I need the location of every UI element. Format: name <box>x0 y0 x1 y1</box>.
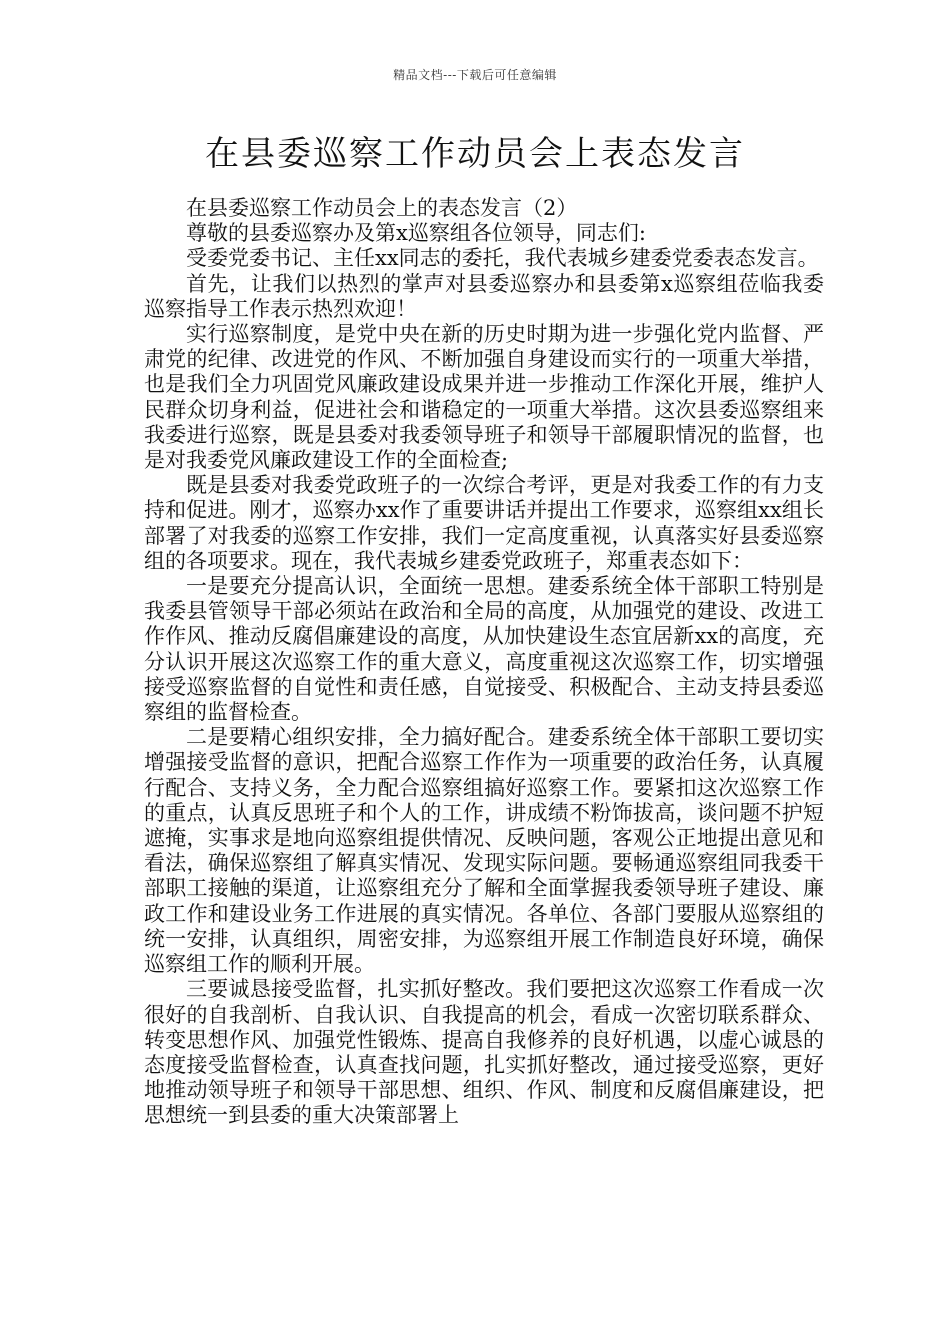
paragraph: 实行巡察制度，是党中央在新的历史时期为进一步强化党内监督、严肃党的纪律、改进党的作风、不断加强自身建设而实行的一项重大举措，也是我们全力巩固党风廉政建设成果并进一步推动工作深化开展，维护人民群众切身利益，促进社会和谐稳定的一项重大举措。这次县委巡察组来我委进行巡察，既是县委对我委领导班子和领导干部履职情况的监督，也是对我委党风廉政建设工作的全面检查; <box>144 322 824 473</box>
document-title: 在县委巡察工作动员会上表态发言 <box>205 134 745 174</box>
page-header-note: 精品文档---下载后可任意编辑 <box>393 68 557 82</box>
paragraph-salutation: 尊敬的县委巡察办及第x巡察组各位领导，同志们: <box>186 221 646 246</box>
paragraph: 首先，让我们以热烈的掌声对县委巡察办和县委第x巡察组莅临我委巡察指导工作表示热烈欢迎！ <box>144 271 824 321</box>
paragraph: 二是要精心组织安排，全力搞好配合。建委系统全体干部职工要切实增强接受监督的意识，把配合巡察工作作为一项重要的政治任务，认真履行配合、支持义务，全力配合巡察组搞好巡察工作。要紧扣这次巡察工作的重点，认真反思班子和个人的工作，讲成绩不粉饰拔高，谈问题不护短遮掩，实事求是地向巡察组提供情况、反映问题，客观公正地提出意见和看法，确保巡察组了解真实情况、发现实际问题。要畅通巡察组同我委干部职工接触的渠道，让巡察组充分了解和全面掌握我委领导班子建设、廉政工作和建设业务工作进展的真实情况。各单位、各部门要服从巡察组的统一安排，认真组织，周密安排，为巡察组开展工作制造良好环境，确保巡察组工作的顺利开展。 <box>144 725 824 977</box>
paragraph: 既是县委对我委党政班子的一次综合考评，更是对我委工作的有力支持和促进。刚才，巡察办xx作了重要讲话并提出工作要求，巡察组xx组长部署了对我委的巡察工作安排，我们一定高度重视，认真落实好县委巡察组的各项要求。现在，我代表城乡建委党政班子，郑重表态如下： <box>144 473 824 573</box>
paragraph-subtitle: 在县委巡察工作动员会上的表态发言（2） <box>186 196 578 220</box>
document-body <box>144 196 824 1129</box>
paragraph: 三要诚恳接受监督，扎实抓好整改。我们要把这次巡察工作看成一次很好的自我剖析、自我认识、自我提高的机会，看成一次密切联系群众、转变思想作风、加强党性锻炼、提高自我修养的良好机遇，以虚心诚恳的态度接受监督检查，认真查找问题，扎实抓好整改，通过接受巡察，更好地推动领导班子和领导干部思想、组织、作风、制度和反腐倡廉建设，把思想统一到县委的重大决策部署上 <box>144 977 824 1128</box>
paragraph: 受委党委书记、主任xx同志的委托，我代表城乡建委党委表态发言。 <box>186 246 819 271</box>
paragraph: 一是要充分提高认识，全面统一思想。建委系统全体干部职工特别是我委县管领导干部必须站在政治和全局的高度，从加强党的建设、改进工作作风、推动反腐倡廉建设的高度，从加快建设生态宜居新xx的高度，充分认识开展这次巡察工作的重大意义，高度重视这次巡察工作，切实增强接受巡察监督的自觉性和责任感，自觉接受、积极配合、主动支持县委巡察组的监督检查。 <box>144 574 824 725</box>
